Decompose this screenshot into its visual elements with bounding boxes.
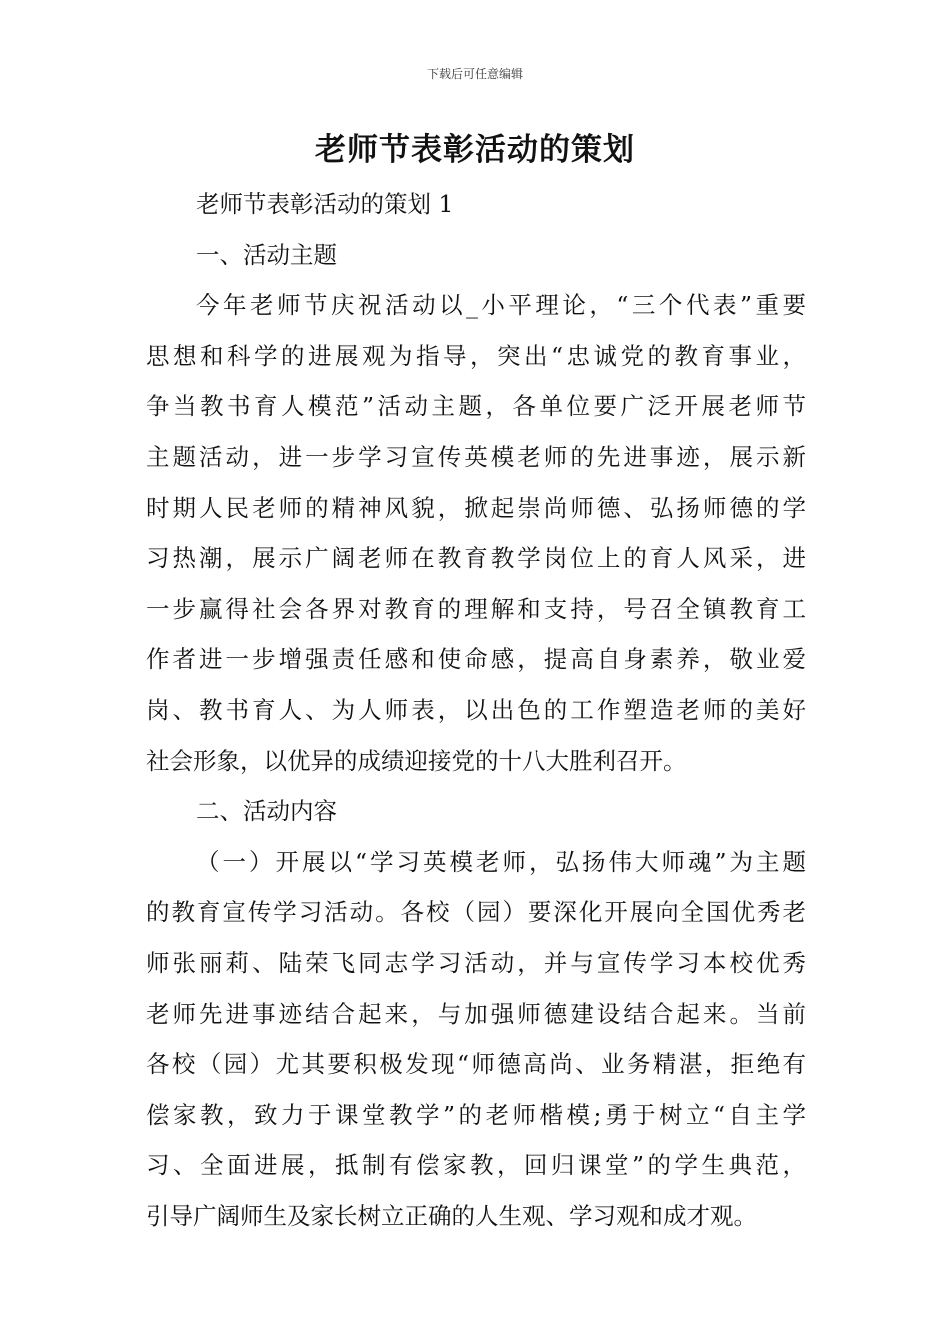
paragraph-line: 习、全面进展，抵制有偿家教，回归课堂”的学生典范， bbox=[146, 1151, 806, 1180]
document-title: 老师节表彰活动的策划 bbox=[315, 132, 635, 168]
document-body bbox=[146, 179, 806, 1241]
header-note: 下载后可任意编辑 bbox=[426, 67, 523, 81]
paragraph-line: 社会形象，以优异的成绩迎接党的十八大胜利召开。 bbox=[146, 746, 687, 775]
paragraph-line: 时期人民老师的精神风貌，掀起崇尚师德、弘扬师德的学 bbox=[146, 493, 806, 522]
paragraph-line: 的教育宣传学习活动。各校（园）要深化开展向全国优秀老 bbox=[146, 898, 806, 927]
paragraph-line: 主题活动，进一步学习宣传英模老师的先进事迹，展示新 bbox=[146, 442, 806, 471]
paragraph-line: 争当教书育人模范”活动主题，各单位要广泛开展老师节 bbox=[146, 392, 806, 421]
subtitle: 老师节表彰活动的策划 1 bbox=[196, 190, 454, 218]
paragraph-line: 今年老师节庆祝活动以_小平理论，“三个代表”重要 bbox=[196, 291, 806, 320]
paragraph-line: 老师先进事迹结合起来，与加强师德建设结合起来。当前 bbox=[146, 999, 806, 1028]
paragraph-line: 思想和科学的进展观为指导，突出“忠诚党的教育事业， bbox=[146, 341, 806, 370]
paragraph-line: （一）开展以“学习英模老师，弘扬伟大师魂”为主题 bbox=[196, 847, 806, 876]
paragraph-line: 引导广阔师生及家长树立正确的人生观、学习观和成才观。 bbox=[146, 1201, 757, 1230]
paragraph-line: 各校（园）尤其要积极发现“师德高尚、业务精湛，拒绝有 bbox=[146, 1050, 806, 1079]
paragraph-line: 习热潮，展示广阔老师在教育教学岗位上的育人风采，进 bbox=[146, 544, 806, 573]
paragraph-line: 一步赢得社会各界对教育的理解和支持，号召全镇教育工 bbox=[146, 594, 806, 623]
section-heading-2: 二、活动内容 bbox=[196, 797, 337, 826]
paragraph-line: 岗、教书育人、为人师表，以出色的工作塑造老师的美好 bbox=[146, 695, 806, 724]
paragraph-line: 偿家教，致力于课堂教学”的老师楷模;勇于树立“自主学 bbox=[146, 1100, 806, 1129]
paragraph-line: 作者进一步增强责任感和使命感，提高自身素养，敬业爱 bbox=[146, 645, 806, 674]
section-heading-1: 一、活动主题 bbox=[196, 240, 337, 269]
paragraph-line: 师张丽莉、陆荣飞同志学习活动，并与宣传学习本校优秀 bbox=[146, 948, 806, 977]
